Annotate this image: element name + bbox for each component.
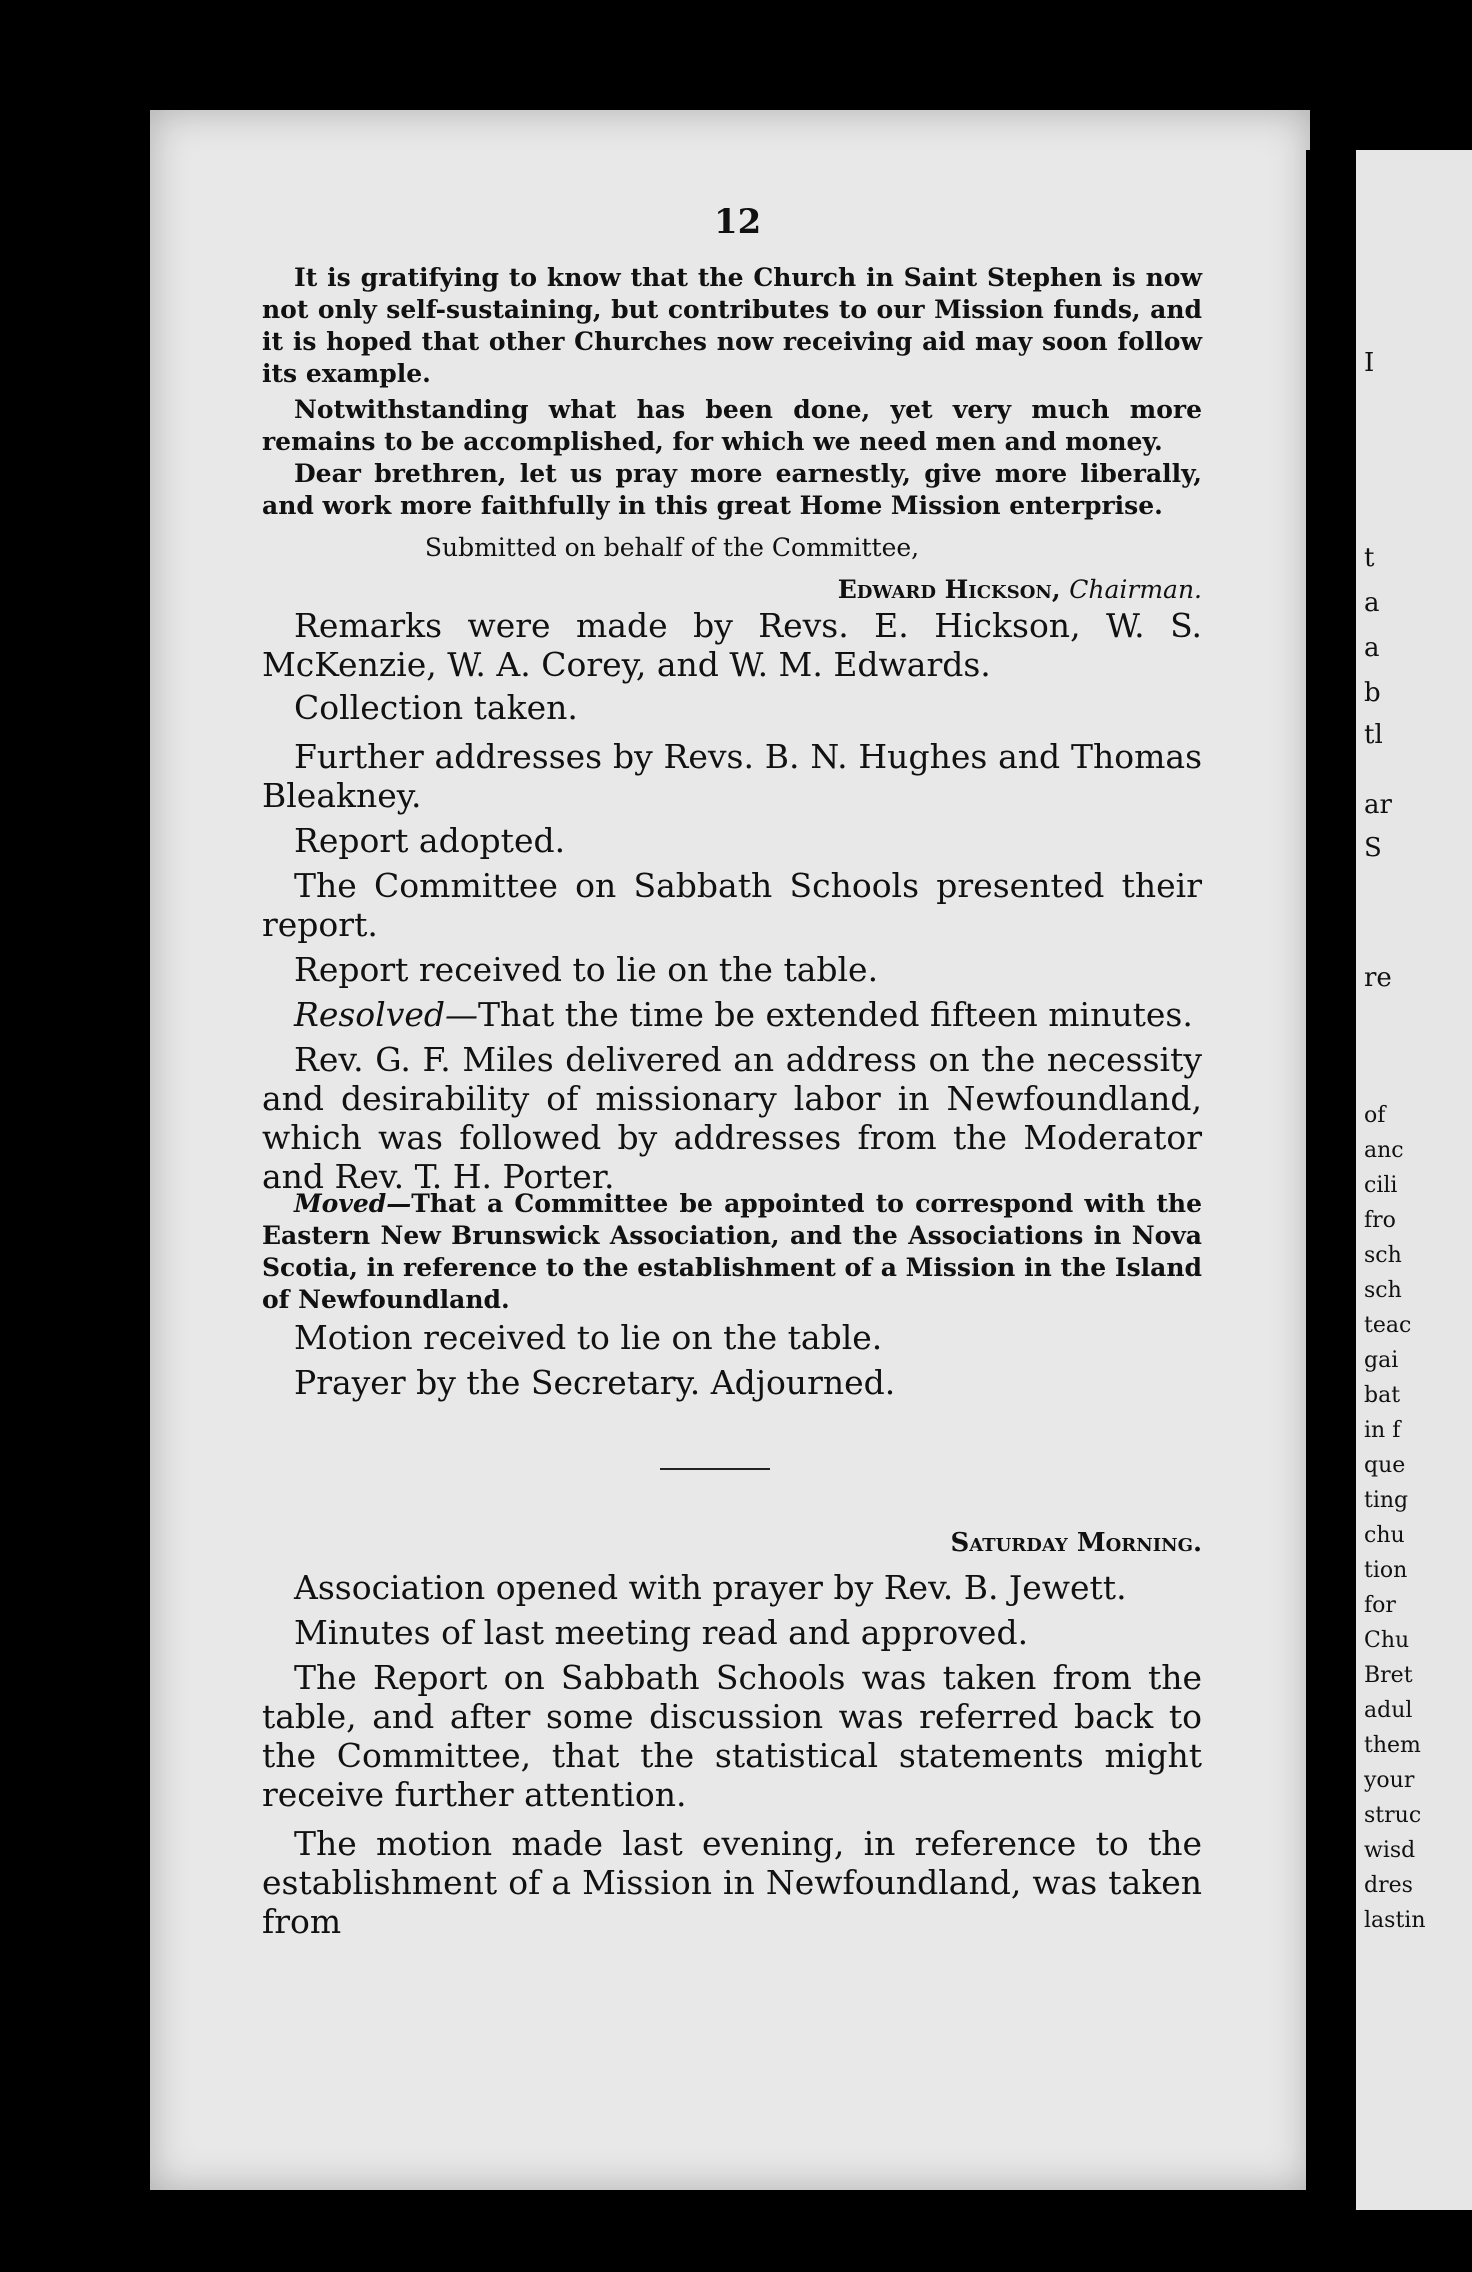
next-page-fragment: lastin (1364, 1908, 1426, 1933)
page-number: 12 (714, 202, 762, 242)
next-page-fragment: of (1364, 1103, 1386, 1128)
report-paragraph-1: It is gratifying to know that the Church in Saint Stephen is now not only self-sustaining, but contributes to our Mission funds, and it is hoped that other Churches now receiving aid may soon follow its example. (262, 263, 1202, 388)
moved-paragraph (262, 1188, 1202, 1316)
minutes-approved-line: Minutes of last meeting read and approved. (294, 1613, 1029, 1652)
moved-label: Moved— (294, 1189, 412, 1218)
saturday-body (262, 1568, 1202, 1941)
next-page-fragment: in f (1364, 1418, 1401, 1443)
collection-line: Collection taken. (294, 688, 578, 727)
next-page-fragment: adul (1364, 1698, 1413, 1723)
signature (262, 574, 1202, 606)
next-page-fragment: cili (1364, 1173, 1398, 1198)
next-page-fragment: I (1364, 348, 1375, 378)
next-page-fragment: them (1364, 1733, 1421, 1758)
signature-name: Edward Hickson, (837, 575, 1061, 604)
report-received-line: Report received to lie on the table. (294, 950, 879, 989)
motion-received-line: Motion received to lie on the table. (294, 1318, 883, 1357)
next-page-fragment: for (1364, 1593, 1396, 1618)
next-page-fragment: gai (1364, 1348, 1399, 1373)
moved-text: That a Committee be appointed to correspond with the Eastern New Brunswick Association, and the Associations in Nova Scotia, in reference to the establishment of a Mission in the Island of Newfoundland. (262, 1189, 1202, 1314)
next-page-fragment: ar (1364, 790, 1392, 820)
next-page-fragment: chu (1364, 1523, 1405, 1548)
resolved-paragraph (262, 995, 1202, 1034)
saturday-heading: Saturday Morning. (950, 1528, 1202, 1558)
report-adopted-line: Report adopted. (294, 821, 566, 860)
next-page-fragment: Chu (1364, 1628, 1410, 1653)
minutes-section (262, 606, 1202, 1196)
newfoundland-motion-paragraph: The motion made last evening, in reference to the establishment of a Mission in Newfoundland, was taken from (262, 1824, 1202, 1941)
further-addresses-paragraph: Further addresses by Revs. B. N. Hughes and Thomas Bleakney. (262, 737, 1202, 815)
moved-section (262, 1188, 1202, 1316)
next-page-fragment: teac (1364, 1313, 1412, 1338)
next-page-fragment: ting (1364, 1488, 1409, 1513)
next-page-fragment: tion (1364, 1558, 1408, 1583)
next-page-fragment: Bret (1364, 1663, 1413, 1688)
next-page-fragment: sch (1364, 1278, 1402, 1303)
next-page-fragment: a (1364, 588, 1380, 618)
resolved-text: That the time be extended fifteen minutes. (478, 995, 1193, 1034)
next-page-fragment: a (1364, 633, 1380, 663)
next-page-fragment: your (1364, 1768, 1415, 1793)
book-gutter (1306, 150, 1356, 2190)
prayer-line: Prayer by the Secretary. Adjourned. (294, 1363, 896, 1402)
next-page-fragment: b (1364, 678, 1381, 708)
adjourn-section (262, 1318, 1202, 1402)
report-paragraph-3: Dear brethren, let us pray more earnestly, give more liberally, and work more faithfully in this great Home Mission enterprise. (262, 459, 1202, 520)
next-page-fragment: bat (1364, 1383, 1401, 1408)
remarks-paragraph: Remarks were made by Revs. E. Hickson, W. S. McKenzie, W. A. Corey, and W. M. Edwards. (262, 606, 1202, 684)
next-page-fragment: dres (1364, 1873, 1413, 1898)
next-page-fragment: anc (1364, 1138, 1404, 1163)
next-page-fragment: tl (1364, 720, 1383, 750)
sabbath-committee-paragraph: The Committee on Sabbath Schools presented their report. (262, 866, 1202, 944)
next-page-fragment: struc (1364, 1803, 1422, 1828)
association-opened-line: Association opened with prayer by Rev. B. Jewett. (294, 1568, 1127, 1607)
section-divider (660, 1468, 770, 1470)
sabbath-report-paragraph: The Report on Sabbath Schools was taken from the table, and after some discussion was referred back to the Committee, that the statistical statements might receive further attention. (262, 1658, 1202, 1814)
next-page-fragment: fro (1364, 1208, 1396, 1233)
next-page-fragment: re (1364, 963, 1392, 993)
next-page-fragment: S (1364, 833, 1382, 863)
next-page-fragment: wisd (1364, 1838, 1416, 1863)
next-page-fragment: t (1364, 543, 1375, 573)
report-paragraph-2: Notwithstanding what has been done, yet very much more remains to be accomplished, for which we need men and money. (262, 395, 1202, 456)
submitted-line: Submitted on behalf of the Committee, (424, 533, 920, 562)
saturday-section (262, 1528, 1202, 1558)
signature-role: Chairman. (1069, 575, 1202, 604)
miles-paragraph: Rev. G. F. Miles delivered an address on the necessity and desirability of missionary labor in Newfoundland, which was followed by addresses from the Moderator and Rev. T. H. Porter. (262, 1040, 1202, 1196)
adjacent-page (1356, 150, 1472, 2210)
committee-report (262, 262, 1202, 606)
next-page-fragment: sch (1364, 1243, 1402, 1268)
resolved-label: Resolved— (294, 995, 479, 1034)
next-page-fragment: que (1364, 1453, 1406, 1478)
